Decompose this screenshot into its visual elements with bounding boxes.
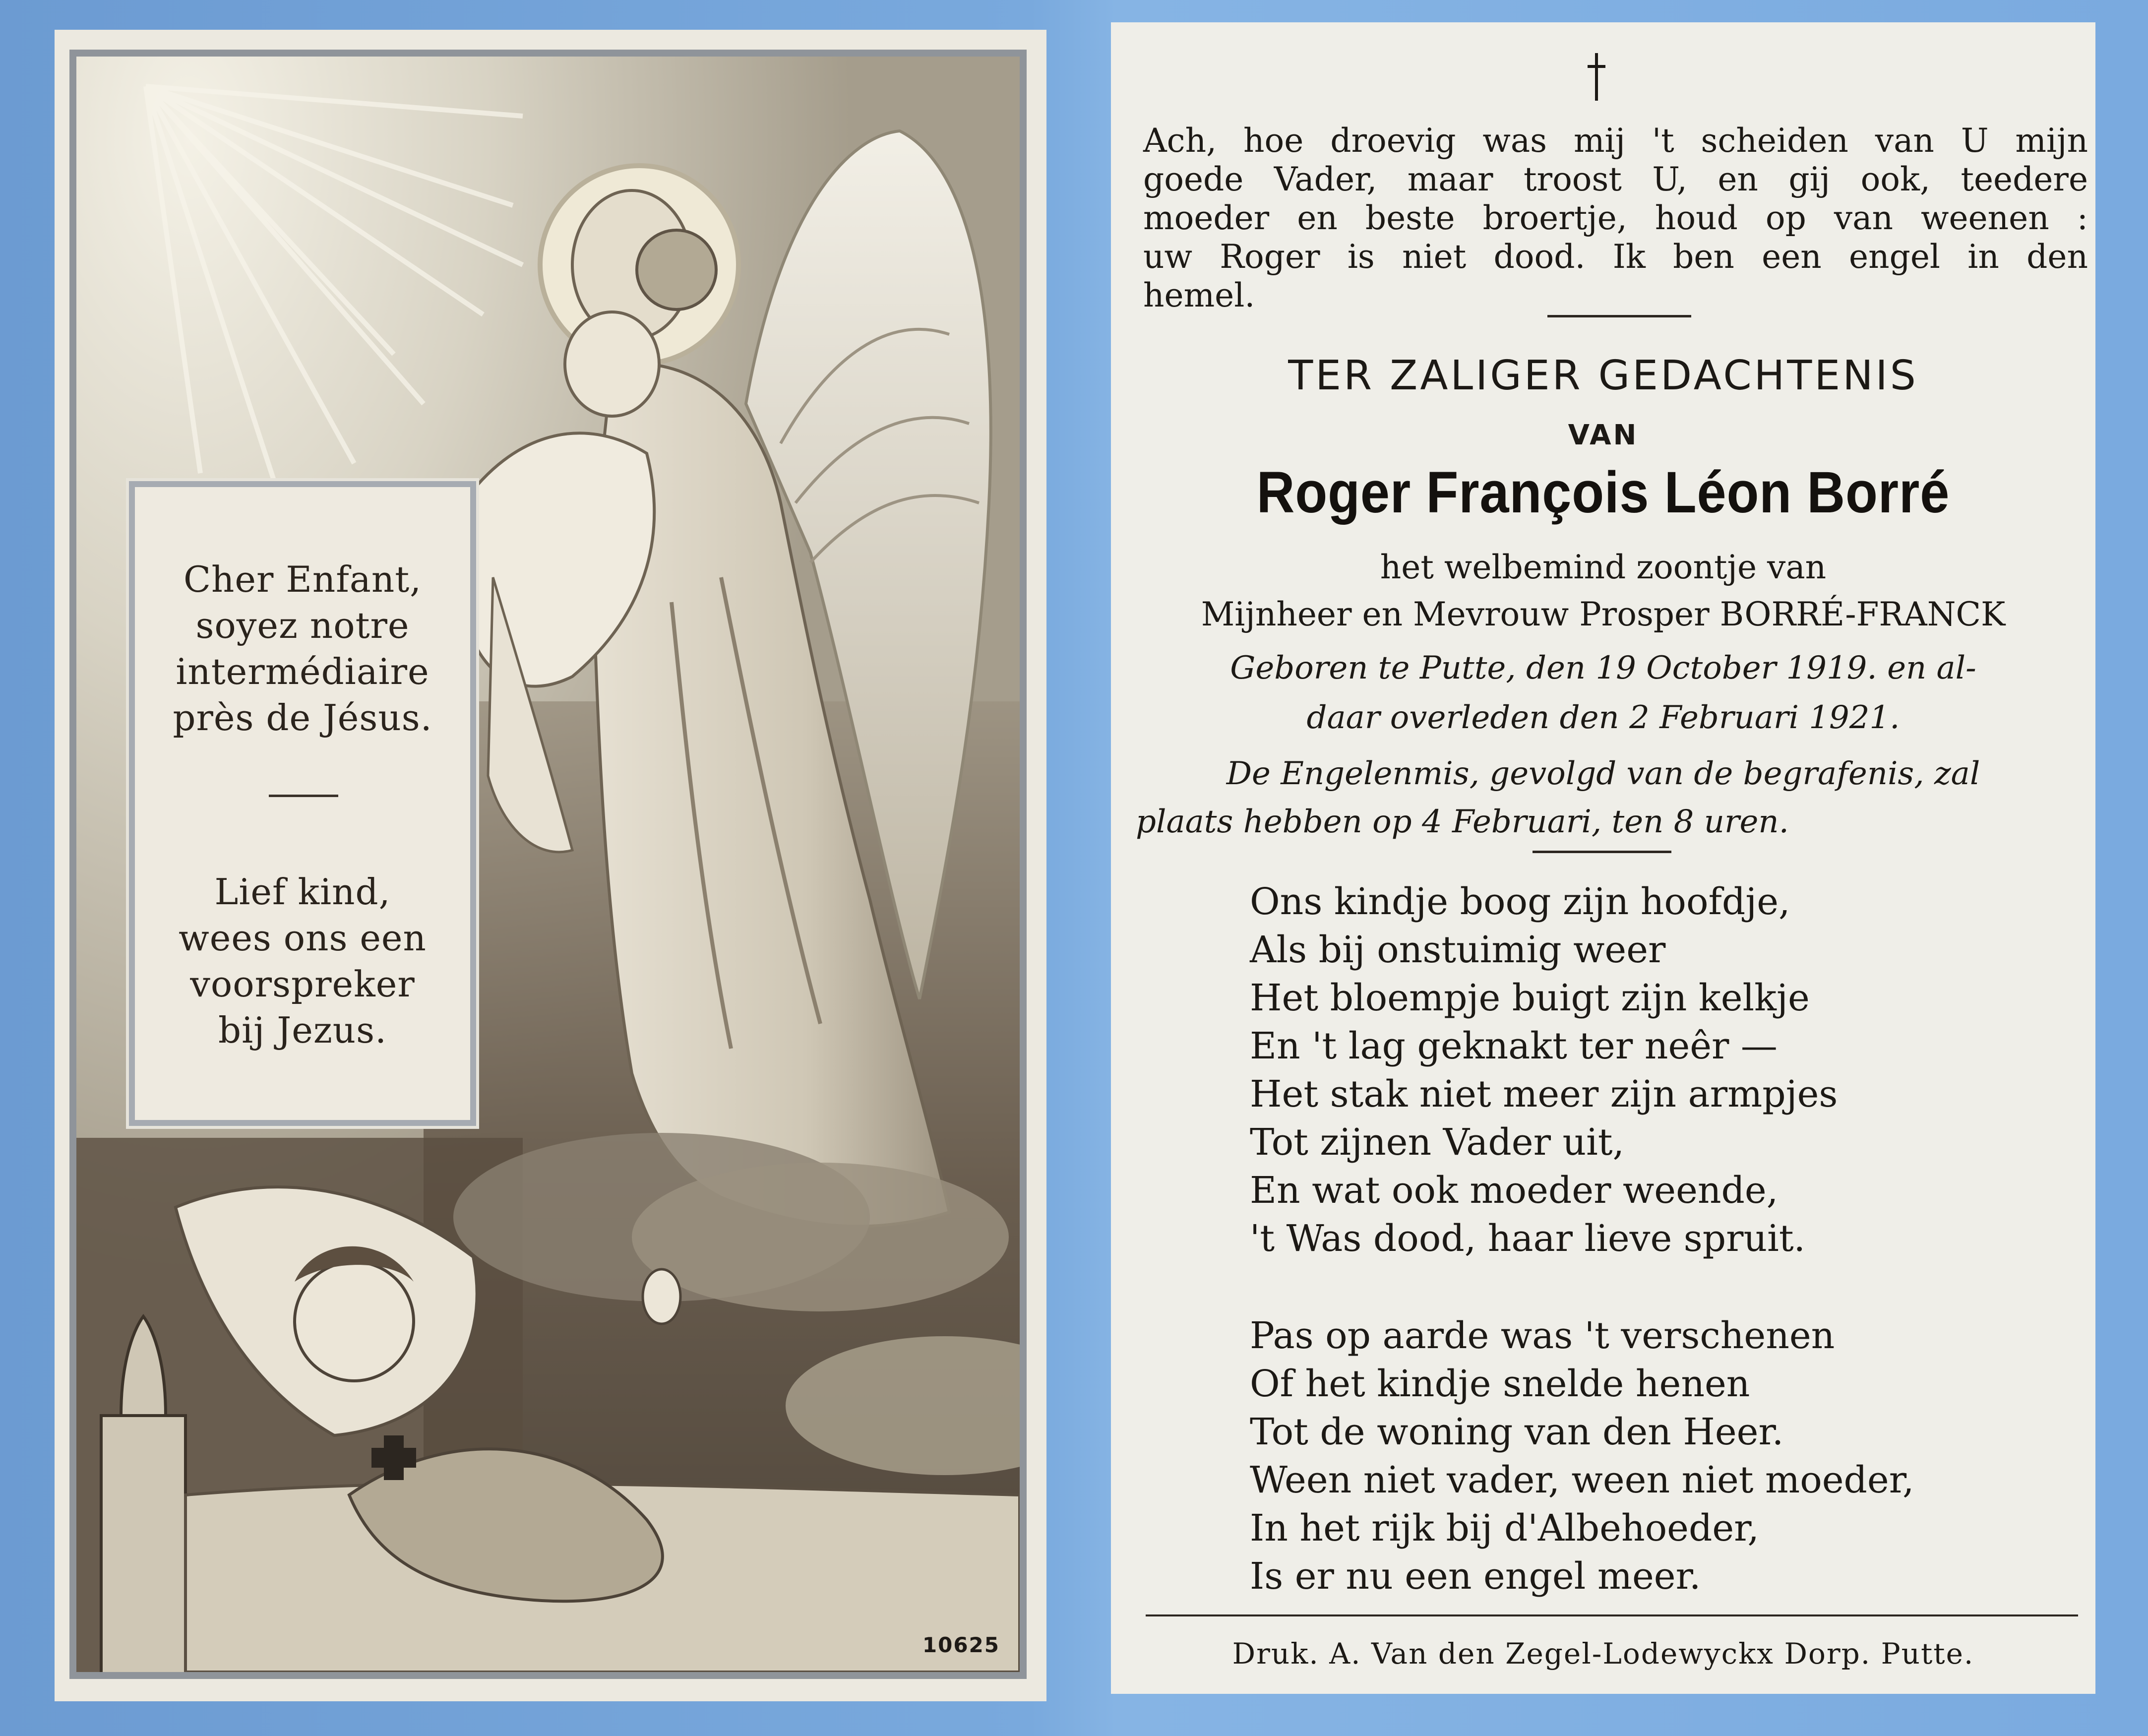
poem-line: Is er nu een engel meer.	[1250, 1555, 1701, 1598]
verse-line: intermédiaire	[176, 651, 430, 692]
parents-line: Mijnheer en Mevrouw Prosper BORRÉ-FRANCK	[1201, 595, 2006, 633]
poem-line: Het stak niet meer zijn armpjes	[1250, 1073, 1838, 1116]
poem-line: 't Was dood, haar lieve spruit.	[1250, 1217, 1806, 1260]
intro-line: hemel.	[1143, 276, 1255, 314]
printer-credit: Druk. A. Van den Zegel-Lodewyckx Dorp. Putte.	[1232, 1637, 1974, 1671]
poem-stanza	[1250, 1312, 1914, 1601]
divider	[269, 795, 338, 797]
intro-paragraph	[1143, 122, 2088, 315]
cross-icon	[1586, 53, 1607, 101]
intro-line: Ach, hoe droevig was mij 't scheiden van U mijn	[1143, 122, 2088, 160]
verse-panel	[129, 481, 476, 1126]
verse-line: soyez notre	[195, 605, 410, 646]
intro-line: uw Roger is niet dood. Ik ben een engel in den	[1143, 238, 2088, 276]
parents-line: het welbemind zoontje van	[1380, 548, 1827, 586]
poem-line: Ween niet vader, ween niet moeder,	[1250, 1459, 1914, 1501]
poem-line: Het bloempje buigt zijn kelkje	[1250, 977, 1810, 1019]
birth-death-line: daar overleden den 2 Februari 1921.	[1306, 699, 1900, 736]
deceased-name: Roger François Léon Borré	[1256, 460, 1950, 525]
divider	[1533, 851, 1671, 853]
print-number: 10625	[922, 1633, 1000, 1657]
verse-line: Cher Enfant,	[183, 558, 422, 600]
intro-line: goede Vader, maar troost U, en gij ook, teedere	[1143, 160, 2088, 198]
poem-line: Tot zijnen Vader uit,	[1250, 1121, 1625, 1164]
memorial-heading: TER ZALIGER GEDACHTENIS	[1288, 352, 1918, 399]
poem-line: Of het kindje snelde henen	[1250, 1363, 1750, 1405]
intro-line: moeder en beste broertje, houd op van weenen :	[1143, 199, 2088, 237]
memorial-card-text	[1111, 22, 2095, 1694]
verse-line: Lief kind,	[214, 871, 391, 913]
funeral-line: De Engelenmis, gevolgd van de begrafenis, zal	[1226, 755, 1980, 792]
poem-line: Als bij onstuimig weer	[1250, 929, 1666, 971]
poem-line: Tot de woning van den Heer.	[1250, 1411, 1784, 1453]
french-verse	[135, 557, 470, 741]
poem-line: Ons kindje boog zijn hoofdje,	[1250, 880, 1790, 923]
poem-stanza	[1250, 878, 1838, 1263]
poem-line: Pas op aarde was 't verschenen	[1250, 1314, 1835, 1357]
funeral-line: plaats hebben op 4 Februari, ten 8 uren.	[1136, 804, 1789, 840]
illustrated-card-front	[55, 30, 1046, 1701]
verse-line: bij Jezus.	[218, 1009, 387, 1051]
dutch-verse	[135, 869, 470, 1054]
poem-line: En 't lag geknakt ter neêr —	[1250, 1025, 1778, 1067]
verse-line: voorspreker	[190, 963, 415, 1005]
divider	[1547, 315, 1691, 317]
memorial-heading-van: VAN	[1568, 419, 1639, 451]
divider	[1146, 1614, 2078, 1616]
poem-line: En wat ook moeder weende,	[1250, 1169, 1779, 1212]
verse-line: wees ons een	[179, 917, 427, 959]
birth-death-line: Geboren te Putte, den 19 October 1919. en al-	[1230, 650, 1976, 686]
verse-line: près de Jésus.	[173, 697, 432, 739]
poem-line: In het rijk bij d'Albehoeder,	[1250, 1507, 1759, 1550]
